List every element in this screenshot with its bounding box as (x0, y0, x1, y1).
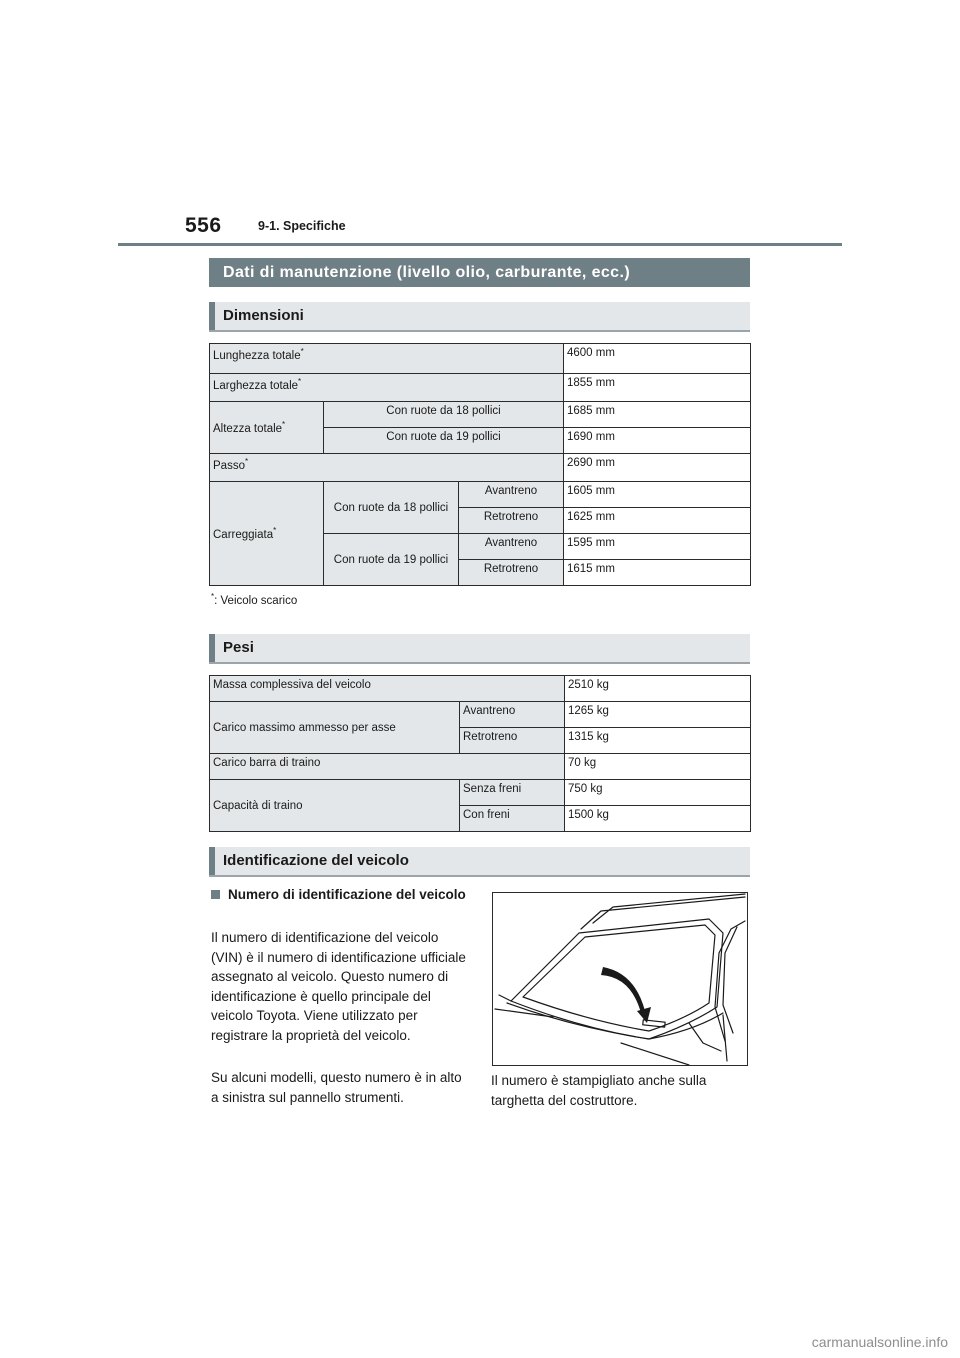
label-cell: Passo* (210, 454, 564, 482)
table-row (210, 454, 751, 482)
table-row (210, 402, 751, 428)
table-row (210, 702, 751, 728)
label-cell: Senza freni (460, 780, 565, 806)
label-cell: Con ruote da 19 pollici (324, 428, 564, 454)
value-cell: 1265 kg (565, 702, 751, 728)
value-cell: 1595 mm (564, 534, 751, 560)
table-row (210, 482, 751, 508)
label-cell: Carico massimo ammesso per asse (210, 702, 460, 754)
value-cell: 1855 mm (564, 374, 751, 402)
value-cell: 1685 mm (564, 402, 751, 428)
paragraph-vin: Il numero di identificazione del veicolo (VIN) è il numero di identificazione ufficiale assegnato al veicolo. Questo numero di identificazione è quello principale del veicolo Toyota. Viene utilizzato per registrare la proprietà del veicolo. (211, 930, 466, 1043)
subheading-identificazione (209, 847, 750, 877)
subheading-text: Identificazione del veicolo (223, 852, 409, 869)
label-cell: Avantreno (460, 702, 565, 728)
table-row (210, 374, 751, 402)
value-cell: 2690 mm (564, 454, 751, 482)
label-cell: Con freni (460, 806, 565, 832)
page-title: Dati di manutenzione (livello olio, carburante, ecc.) (209, 258, 750, 287)
subheading-accent (209, 847, 215, 875)
label-cell: Lunghezza totale* (210, 344, 564, 374)
weights-table (209, 675, 751, 832)
table-row (210, 754, 751, 780)
table-row (210, 344, 751, 374)
table-row (210, 780, 751, 806)
label-cell: Retrotreno (459, 560, 564, 586)
label-cell: Avantreno (459, 482, 564, 508)
value-cell: 1690 mm (564, 428, 751, 454)
value-cell: 750 kg (565, 780, 751, 806)
label-cell: Con ruote da 18 pollici (324, 482, 459, 534)
label-cell: Carreggiata* (210, 482, 324, 586)
value-cell: 2510 kg (565, 676, 751, 702)
footnote: *: Veicolo scarico (211, 592, 298, 607)
page-number: 556 (185, 214, 222, 237)
paragraph-dashboard: Su alcuni modelli, questo numero è in alto a sinistra sul pannello strumenti. (211, 1070, 462, 1105)
subheading-text: Dimensioni (223, 307, 304, 324)
label-cell: Altezza totale* (210, 402, 324, 454)
value-cell: 1605 mm (564, 482, 751, 508)
dimensions-table (209, 343, 751, 586)
subheading-accent (209, 634, 215, 662)
bullet-square-icon (211, 890, 220, 899)
windshield-drawing (493, 893, 747, 1065)
label-cell: Carico barra di traino (210, 754, 565, 780)
value-cell: 1500 kg (565, 806, 751, 832)
watermark: carmanualsonline.info (811, 1334, 948, 1350)
label-cell: Con ruote da 18 pollici (324, 402, 564, 428)
value-cell: 1615 mm (564, 560, 751, 586)
header-rule (118, 243, 842, 246)
figure-caption: Il numero è stampigliato anche sulla targhetta del costruttore. (491, 1073, 707, 1108)
subheading-accent (209, 302, 215, 330)
label-cell: Con ruote da 19 pollici (324, 534, 459, 586)
label-cell: Retrotreno (459, 508, 564, 534)
label-cell: Capacità di traino (210, 780, 460, 832)
windshield-illustration (492, 892, 748, 1066)
subheading-dimensioni (209, 302, 750, 332)
label-cell: Larghezza totale* (210, 374, 564, 402)
subheading-pesi (209, 634, 750, 664)
label-cell: Avantreno (459, 534, 564, 560)
value-cell: 1625 mm (564, 508, 751, 534)
subheading-text: Pesi (223, 639, 254, 656)
label-cell: Retrotreno (460, 728, 565, 754)
section-label: 9-1. Specifiche (258, 219, 346, 233)
item-heading: Numero di identificazione del veicolo (211, 886, 466, 904)
value-cell: 1315 kg (565, 728, 751, 754)
value-cell: 4600 mm (564, 344, 751, 374)
label-cell: Massa complessiva del veicolo (210, 676, 565, 702)
table-row (210, 676, 751, 702)
value-cell: 70 kg (565, 754, 751, 780)
